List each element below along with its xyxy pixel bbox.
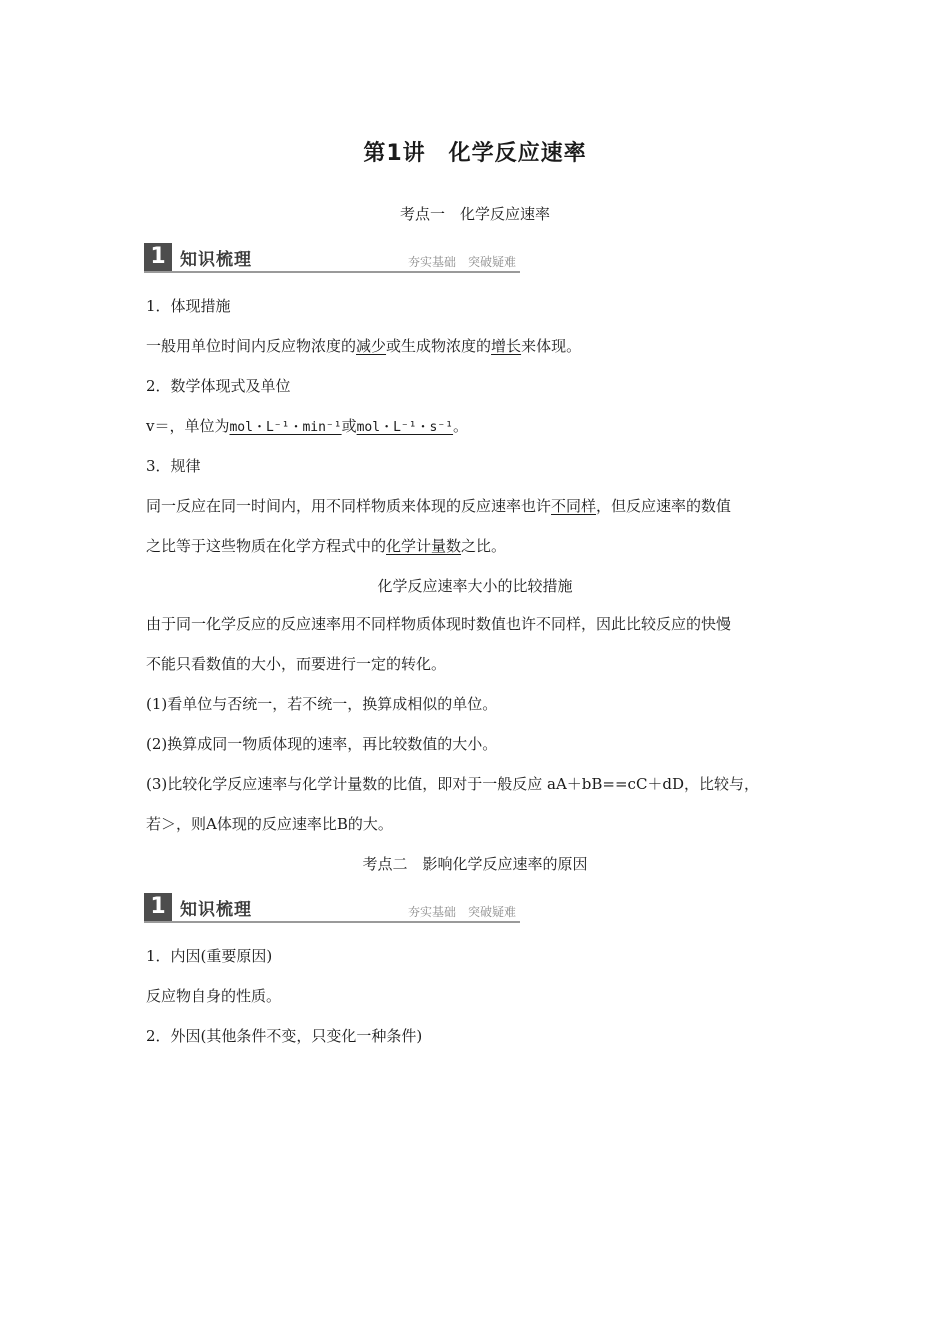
- item1-title: 1．体现措施: [146, 297, 231, 315]
- banner-label: 知识梳理: [180, 900, 252, 920]
- banner-rule: [144, 921, 520, 923]
- item3-line1-a: 同一反应在同一时间内，用不同样物质来体现的反应速率也许: [146, 497, 552, 515]
- item2-text-c: 。: [453, 417, 469, 435]
- compare-line-1: 由于同一化学反应的反应速率用不同样物质体现时数值也许不同样，因此比较反应的快慢: [146, 615, 732, 633]
- compare-line-2: 不能只看数值的大小，而要进行一定的转化。: [146, 655, 447, 673]
- item1-text-b: 或生成物浓度的: [386, 337, 492, 355]
- compare-step-3: (3)比较化学反应速率与化学计量数的比值，即对于一般反应 aA＋bB==cC＋dD，比较与，: [146, 775, 760, 793]
- compare-step-2: (2)换算成同一物质体现的速率，再比较数值的大小。: [146, 735, 498, 753]
- item2-title: 2．数学体现式及单位: [146, 377, 291, 395]
- item2-text-b: 或: [341, 417, 357, 435]
- item2-text-a: v＝，单位为: [146, 417, 230, 435]
- item1-underline-2: 增长: [491, 337, 522, 355]
- item1-underline-1: 减少: [356, 337, 387, 355]
- s2-item1-title: 1．内因(重要原因): [146, 947, 273, 965]
- banner-number: 1: [144, 893, 172, 921]
- page-title: 第1讲 化学反应速率: [363, 141, 587, 166]
- item3-line1-b: ，但反应速率的数值: [596, 497, 732, 515]
- banner-subtitle: 夯实基础 突破疑难: [407, 255, 516, 269]
- banner-label: 知识梳理: [180, 250, 252, 270]
- item3-underline-1: 不同样: [551, 497, 597, 515]
- s2-item2-title: 2．外因(其他条件不变，只变化一种条件): [146, 1027, 423, 1045]
- section2-heading: 考点二 影响化学反应速率的原因: [362, 855, 588, 873]
- item3-title: 3．规律: [146, 457, 201, 475]
- compare-heading: 化学反应速率大小的比较措施: [377, 577, 573, 595]
- section2-banner: [144, 893, 520, 923]
- item3-line2-a: 之比等于这些物质在化学方程式中的: [146, 537, 387, 555]
- item3-line2-b: 之比。: [461, 537, 507, 555]
- item3-underline-2: 化学计量数: [386, 537, 462, 555]
- unit-per-second: mol・L⁻¹・s⁻¹: [356, 420, 454, 435]
- compare-step-4: 若＞，则A体现的反应速率比B的大。: [146, 815, 393, 833]
- banner-rule: [144, 271, 520, 273]
- section1-heading: 考点一 化学反应速率: [399, 205, 550, 223]
- compare-step-1: (1)看单位与否统一，若不统一，换算成相似的单位。: [146, 695, 498, 713]
- item3-line-2: [146, 536, 816, 556]
- banner-number: 1: [144, 243, 172, 271]
- item1-text: [146, 336, 816, 356]
- s2-item1-text: 反应物自身的性质。: [146, 987, 282, 1005]
- section1-banner: [144, 243, 520, 273]
- item3-line-1: [146, 496, 816, 516]
- banner-subtitle: 夯实基础 突破疑难: [407, 905, 516, 919]
- item2-text: [146, 416, 816, 438]
- item1-text-a: 一般用单位时间内反应物浓度的: [146, 337, 357, 355]
- unit-per-minute: mol・L⁻¹・min⁻¹: [229, 420, 342, 435]
- item1-text-c: 来体现。: [521, 337, 582, 355]
